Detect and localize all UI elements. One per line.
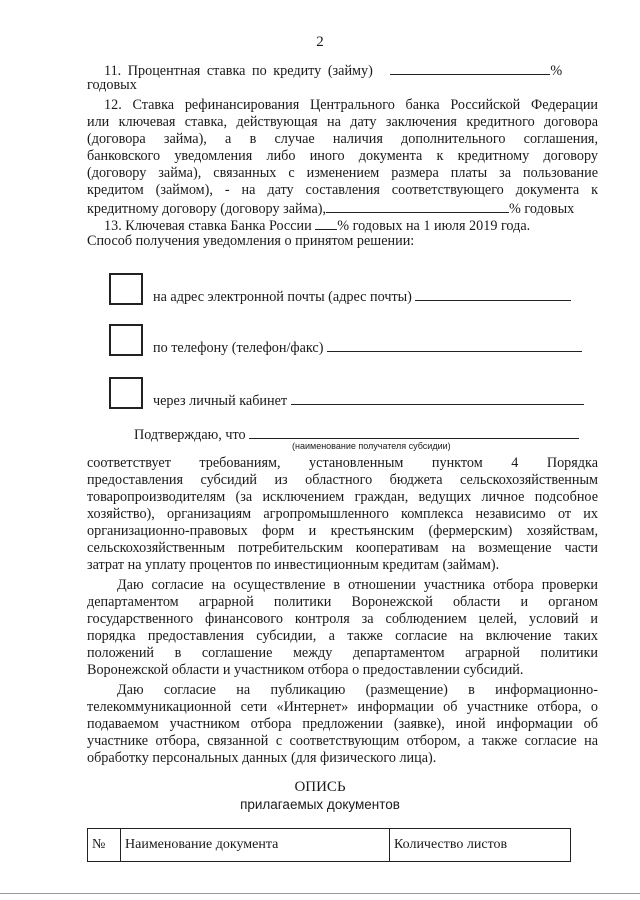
consent2-line-2: телекоммуникационной сети «Интернет» информации об участнике отбора, о xyxy=(87,699,598,715)
item-12-line-4: банковского уведомления либо иного документа к кредитному договору xyxy=(87,148,598,164)
page-edge-line xyxy=(0,893,640,894)
phone-option-label: по телефону (телефон/факс) xyxy=(153,340,324,356)
compliance-line-5: организационно-правовых форм и крестьянским (фермерским) хозяйствам, xyxy=(87,523,598,539)
phone-option xyxy=(153,338,582,356)
column-document-name: Наименование документа xyxy=(121,829,390,862)
consent2-line-5: обработку персональных данных (для физического лица). xyxy=(87,750,437,766)
consent1-line-3: государственного финансового контроля за соблюдением целей, условий и xyxy=(87,611,598,627)
item-12-last-line: кредитному договору (договору займа), xyxy=(87,201,327,217)
column-number: № xyxy=(88,829,121,862)
item-11-rate-field[interactable] xyxy=(390,61,550,75)
item-13 xyxy=(104,216,530,235)
consent2-line-4: участнике отбора, связанной с соответствующим отбором, а также согласие на xyxy=(87,733,598,749)
cabinet-option-label: через личный кабинет xyxy=(153,393,288,409)
item-12-line-5: (договору займа), связанных с изменением размера платы за пользование xyxy=(87,165,598,181)
compliance-line-4: хозяйство), организациям агропромышленного комплекса независимо от их xyxy=(87,506,598,522)
phone-checkbox[interactable] xyxy=(109,324,143,356)
documents-table xyxy=(87,828,571,862)
cabinet-checkbox[interactable] xyxy=(109,377,143,409)
consent1-line-5: положений в соглашение между департаментом аграрной политики xyxy=(87,645,598,661)
cabinet-option xyxy=(153,391,584,409)
column-sheet-count: Количество листов xyxy=(390,829,571,862)
email-option xyxy=(153,287,571,305)
recipient-caption: (наименование получателя субсидии) xyxy=(292,441,451,451)
consent1-line-2: департаментом аграрной политики Воронежской области и органом xyxy=(87,594,598,610)
item-13-rate-field[interactable] xyxy=(315,216,337,230)
consent2-line-1: Даю согласие на публикацию (размещение) в информационно- xyxy=(117,682,598,698)
email-checkbox[interactable] xyxy=(109,273,143,305)
item-13-suffix: % годовых на 1 июля 2019 года. xyxy=(337,218,531,234)
item-12-rate-field[interactable] xyxy=(326,199,509,213)
item-11-yearly: годовых xyxy=(87,77,137,93)
consent1-line-4: порядка предоставления субсидии, а также согласие на включение таких xyxy=(87,628,598,644)
compliance-line-6: сельскохозяйственным потребительским кооперативам на возмещение части xyxy=(87,540,598,556)
item-11-percent: % xyxy=(550,63,563,79)
compliance-line-3: товаропроизводителям (за исключением граждан, ведущих личное подсобное xyxy=(87,489,598,505)
compliance-line-2: предоставления субсидий из областного бюджета сельскохозяйственным xyxy=(87,472,598,488)
item-12-line-3: (договора займа), а в случае наличия дополнительного соглашения, xyxy=(87,131,598,147)
phone-number-field[interactable] xyxy=(327,338,582,352)
table-header-row xyxy=(88,829,571,862)
item-12-line-2: или ключевая ставка, действующая на дату заключения кредитного договора xyxy=(87,114,598,130)
item-13-label: 13. Ключевая ставка Банка России xyxy=(104,218,312,234)
page-number: 2 xyxy=(316,34,324,50)
notification-method-label: Способ получения уведомления о принятом решении: xyxy=(87,233,415,249)
inventory-title: ОПИСЬ xyxy=(294,779,346,795)
item-12-line-7 xyxy=(87,199,602,218)
consent1-line-6: Воронежской области и участником отбора о предоставлении субсидий. xyxy=(87,662,524,678)
email-address-field[interactable] xyxy=(415,287,571,301)
consent1-line-1: Даю согласие на осуществление в отношении участника отбора проверки xyxy=(117,577,598,593)
compliance-line-7: затрат на уплату процентов по инвестиционным кредитам (займам). xyxy=(87,557,500,573)
compliance-line-1: соответствует требованиям, установленным пунктом 4 Порядка xyxy=(87,455,598,471)
recipient-name-field[interactable] xyxy=(249,425,579,439)
item-12-suffix: % годовых xyxy=(509,201,575,217)
cabinet-field[interactable] xyxy=(291,391,584,405)
consent2-line-3: подаваемом участником отбора предложении (заявке), иной информации об xyxy=(87,716,598,732)
confirm-label: Подтверждаю, что xyxy=(134,427,246,443)
item-11 xyxy=(104,61,598,80)
inventory-subtitle: прилагаемых документов xyxy=(240,797,400,812)
item-11-label: 11. Процентная ставка по кредиту (займу) xyxy=(104,63,373,79)
item-12-line-6: кредитом (займом), - на дату составления соответствующего документа к xyxy=(87,182,598,198)
item-12-line-1: 12. Ставка рефинансирования Центрального банка Российской Федерации xyxy=(104,97,598,113)
email-option-label: на адрес электронной почты (адрес почты) xyxy=(153,289,412,305)
